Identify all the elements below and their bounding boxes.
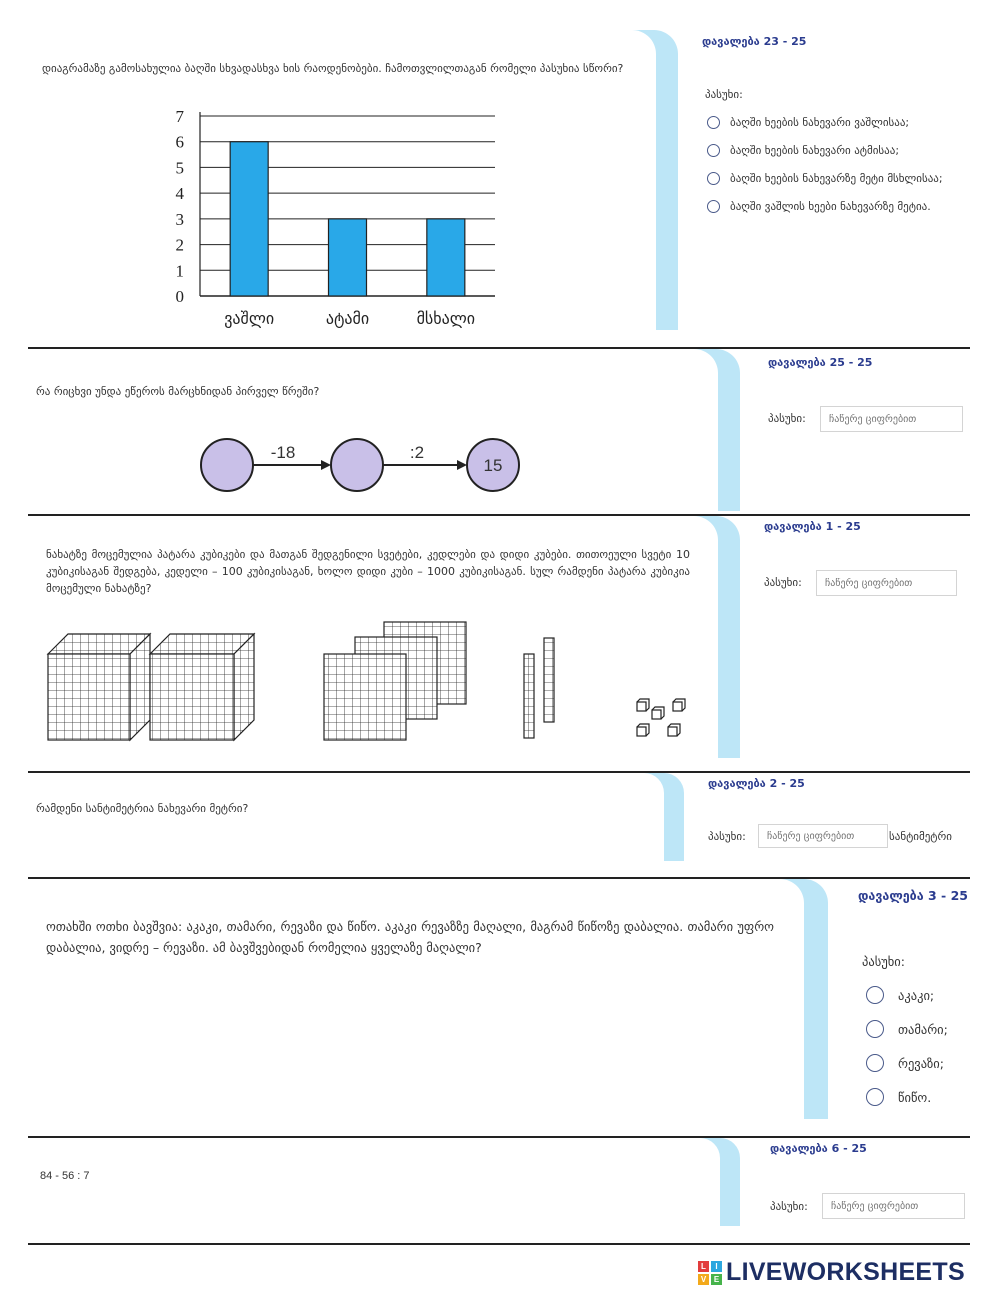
q5-option-3[interactable] — [866, 1054, 944, 1072]
q1-option-1[interactable] — [707, 116, 909, 129]
y-tick-label: 1 — [175, 261, 184, 281]
q2-arrow-head-1 — [321, 460, 331, 470]
q2-task-label: დავალება 25 - 25 — [768, 356, 873, 369]
q2-op2: :2 — [409, 443, 425, 462]
q1-option-3-label: ბაღში ხეების ნახევარზე მეტი მსხლისაა; — [730, 172, 943, 185]
q5-option-1[interactable] — [866, 986, 934, 1004]
y-tick-label: 6 — [175, 132, 184, 152]
logo-letter: L — [698, 1261, 709, 1272]
y-tick-label: 4 — [175, 184, 184, 204]
q4-task-label: დავალება 2 - 25 — [708, 777, 805, 790]
q1-option-2[interactable] — [707, 144, 899, 157]
q1-option-4[interactable] — [707, 200, 931, 213]
wall — [324, 654, 406, 740]
big-cube — [150, 634, 254, 740]
small-cube — [668, 724, 680, 736]
radio-icon[interactable] — [707, 116, 720, 129]
q1-option-2-label: ბაღში ხეების ნახევარი ატმისაა; — [730, 144, 900, 157]
q5-option-1-label: აკაკი; — [898, 987, 935, 1003]
bar-3 — [427, 219, 465, 296]
column — [524, 654, 534, 738]
q6-task-label: დავალება 6 - 25 — [770, 1142, 867, 1155]
q3-answer-input[interactable] — [816, 570, 957, 596]
x-tick-label: ვაშლი — [224, 309, 275, 328]
small-cube — [637, 724, 649, 736]
bar-2 — [329, 219, 367, 296]
q6-panel — [28, 1138, 720, 1226]
q1-answer-label: პასუხი: — [705, 88, 743, 101]
liveworksheets-logo[interactable] — [698, 1258, 965, 1287]
x-tick-label: ატამი — [325, 309, 370, 328]
divider — [28, 1243, 970, 1245]
q2-answer-input[interactable] — [820, 406, 963, 432]
q2-empty-circle-1[interactable] — [201, 439, 253, 491]
q2-answer-label: პასუხი: — [768, 412, 806, 425]
radio-icon[interactable] — [707, 172, 720, 185]
q5-option-2[interactable] — [866, 1020, 948, 1038]
small-cube — [652, 707, 664, 719]
q5-option-3-label: რევაზი; — [898, 1055, 944, 1071]
y-tick-label: 0 — [175, 287, 184, 306]
y-tick-label: 5 — [175, 158, 184, 178]
small-cube — [637, 699, 649, 711]
q2-number-chain-diagram — [195, 432, 530, 500]
q5-question: ოთახში ოთხი ბავშვია: აკაკი, თამარი, რევაზი და წიწო. აკაკი რევაზზე მაღალი, მაგრამ წიწოზე დაბალია. თამარი უფრო დაბალია, ვიდრე – რევაზი. ამ ბავშვებიდან რომელია ყველაზე მაღალი? — [46, 919, 774, 955]
q3-question: ნახატზე მოცემულია პატარა კუბიკები და მათგან შედგენილი სვეტები, კედლები და დიდი კუბები. თითოეული სვეტი 10 კუბიკისაგან შედგება, კედელი – 100 კუბიკისაგან, ხოლო დიდი კუბი – 1000 კუბიკისაგან. სულ რამდენი პატარა კუბიკია მოცემული ნახატზე? — [46, 548, 690, 595]
column — [544, 638, 554, 722]
q1-question: დიაგრამაზე გამოსახულია ბაღში სხვადასხვა ხის რაოდენობები. ჩამოთვლილთაგან რომელი პასუხია სწორი? — [42, 62, 624, 75]
radio-icon[interactable] — [707, 144, 720, 157]
logo-mark-icon — [698, 1261, 722, 1285]
q4-answer-input[interactable] — [758, 824, 888, 848]
q5-answer-label: პასუხი: — [862, 954, 905, 969]
radio-icon[interactable] — [866, 1054, 884, 1072]
q3-blocks-figure — [40, 602, 700, 747]
q4-question: რამდენი სანტიმეტრია ნახევარი მეტრი? — [36, 802, 249, 815]
radio-icon[interactable] — [866, 1088, 884, 1106]
logo-text: LIVEWORKSHEETS — [726, 1258, 965, 1286]
radio-icon[interactable] — [866, 986, 884, 1004]
q5-panel — [28, 879, 804, 1119]
logo-letter: E — [711, 1274, 722, 1285]
q5-option-2-label: თამარი; — [898, 1021, 948, 1037]
q1-option-1-label: ბაღში ხეების ნახევარი ვაშლისაა; — [730, 116, 910, 129]
q4-unit-label: სანტიმეტრი — [889, 830, 952, 843]
q5-option-4-label: წიწო. — [898, 1089, 932, 1105]
logo-letter: I — [711, 1261, 722, 1272]
q6-question: 84 - 56 : 7 — [40, 1170, 90, 1182]
bar-1 — [230, 142, 268, 296]
q1-bar-chart — [150, 100, 510, 335]
y-tick-label: 7 — [175, 107, 184, 126]
q6-answer-label: პასუხი: — [770, 1200, 808, 1213]
q2-arrow-head-2 — [457, 460, 467, 470]
radio-icon[interactable] — [707, 200, 720, 213]
q1-option-4-label: ბაღში ვაშლის ხეები ნახევარზე მეტია. — [730, 200, 931, 213]
q6-answer-input[interactable] — [822, 1193, 965, 1219]
q5-task-label: დავალება 3 - 25 — [858, 888, 968, 903]
big-cube — [48, 634, 150, 740]
x-tick-label: მსხალი — [416, 309, 476, 328]
y-tick-label: 2 — [175, 235, 184, 255]
q3-answer-label: პასუხი: — [764, 576, 802, 589]
radio-icon[interactable] — [866, 1020, 884, 1038]
q3-task-label: დავალება 1 - 25 — [764, 520, 861, 533]
q4-panel — [28, 773, 664, 861]
q5-option-4[interactable] — [866, 1088, 931, 1106]
q1-option-3[interactable] — [707, 172, 943, 185]
q2-question: რა რიცხვი უნდა ეწეროს მარცხნიდან პირველ წრეში? — [36, 385, 320, 398]
q2-op1: -18 — [270, 443, 296, 462]
logo-letter: V — [698, 1274, 709, 1285]
q4-answer-label: პასუხი: — [708, 830, 746, 843]
q2-end-value: 15 — [483, 456, 503, 475]
q2-empty-circle-2[interactable] — [331, 439, 383, 491]
y-tick-label: 3 — [175, 209, 184, 229]
small-cube — [673, 699, 685, 711]
q1-task-label: დავალება 23 - 25 — [702, 35, 807, 48]
